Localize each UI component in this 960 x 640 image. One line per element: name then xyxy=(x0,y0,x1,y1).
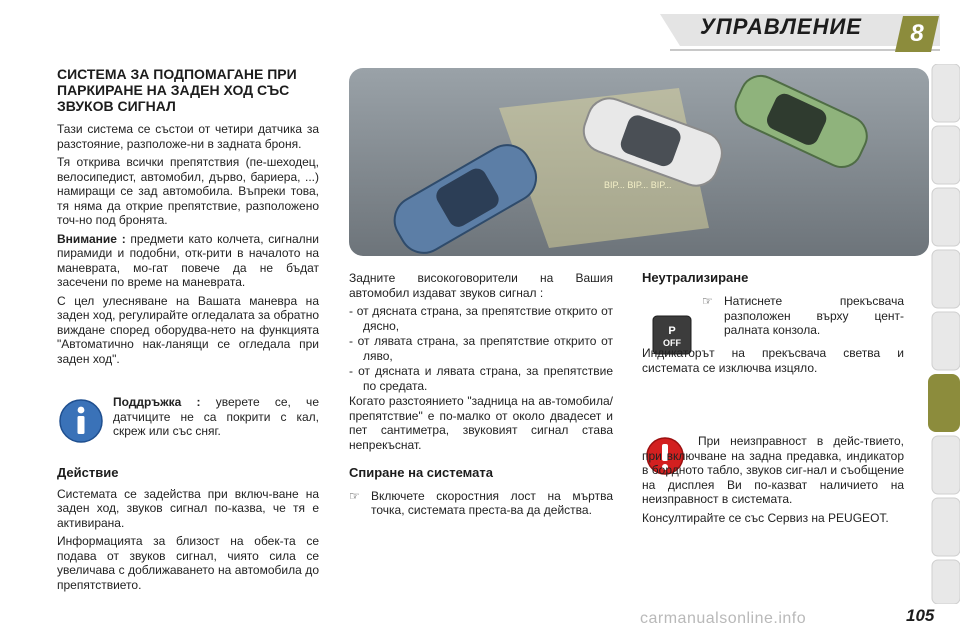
neutral-result xyxy=(642,346,904,379)
paragraph: Системата се задейства при включ-ване на заден ход, звуков сигнал по-казва, че тя е активирана. xyxy=(57,486,319,530)
hand-pointer-icon: ☞ xyxy=(349,488,360,503)
left-column xyxy=(57,66,319,370)
chapter-title: УПРАВЛЕНИЕ xyxy=(700,14,862,39)
paragraph: Тя открива всички препятствия (пе-шеходец, велосипедист, автомобил, дърво, бариера, ...) намиращи се зад автомобила. Въпреки това, тя няма да открие препятствие, разположено точ-но под бронята. xyxy=(57,155,319,227)
list-item: - от лявата страна, за препятствие открито от ляво, xyxy=(349,334,613,363)
warning-label: Внимание : xyxy=(57,231,126,246)
paragraph: С цел улесняване на Вашата маневра на заден ход, регулирайте огледалата за обратно виждане според оборудва-нето на функцията "Автоматично нак-ланящи се огледала при заден ход". xyxy=(57,293,319,366)
page-number: 105 xyxy=(906,606,935,625)
neutral-instruction xyxy=(702,294,904,342)
button-label-bottom: OFF xyxy=(663,338,681,348)
paragraph: Тази система се състои от четири датчика за разстояние, разположе-ни в задната броня. xyxy=(57,122,319,151)
chapter-side-tabs[interactable] xyxy=(928,64,960,604)
warning-paragraph xyxy=(57,232,319,290)
stop-text: Включете скоростния лост на мъртва точка, системата преста-ва да действа. xyxy=(371,488,613,517)
section-title: СИСТЕМА ЗА ПОДПОМАГАНЕ ПРИ ПАРКИРАНЕ НА ЗАДЕН ХОД СЪС ЗВУКОВ СИГНАЛ xyxy=(57,66,297,114)
paragraph: Когато разстоянието "задница на ав-томобила/препятствие" е по-малко от около двадесет и пет сантиметра, звуковият сигнал става непрекъснат. xyxy=(349,394,613,452)
parking-illustration xyxy=(349,68,929,256)
action-section xyxy=(57,466,319,596)
fault-text-content: При неизправност в дейс-твието, при включване на задна предавка, индикатор в бордното табло, звуков сиг-нал и съобщение на дисплея Ви по-казват наличието на неизправност в системата. xyxy=(642,434,904,506)
right-column xyxy=(642,271,904,296)
middle-column xyxy=(349,271,613,456)
paragraph: Индикаторът на прекъсвача светва и системата се изключва изцяло. xyxy=(642,346,904,375)
list-item: - от дясната и лявата страна, за препятствие по средата. xyxy=(349,364,613,393)
paragraph: Информацията за близост на обек-та се подава от звуков сигнал, чиято сила се увеличава с доближаването на автомобила до препятствието. xyxy=(57,534,319,592)
maintenance-note xyxy=(113,395,319,443)
fault-section xyxy=(642,434,904,529)
info-icon xyxy=(58,398,104,444)
paragraph: Задните високоговорители на Вашия автомобил издават звуков сигнал : xyxy=(349,271,613,300)
action-heading: Действие xyxy=(57,465,119,480)
fault-text xyxy=(642,434,904,507)
chapter-number: 8 xyxy=(910,20,924,47)
stop-section xyxy=(349,466,613,522)
watermark: carmanualsonline.info xyxy=(640,610,807,627)
warning-text: предмети като колчета, сигнални пирамиди и подобни, отк-рити в началото на маневрата, мо-гат повече да не бъдат засечени по време на маневрата. xyxy=(57,231,319,289)
paragraph: Консултирайте се със Сервиз на PEUGEOT. xyxy=(642,510,889,525)
neutral-text: Натиснете прекъсвача разположен върху цент-ралната конзола. xyxy=(724,294,904,337)
list-item: - от дясната страна, за препятствие открито от дясно, xyxy=(349,304,613,333)
maintenance-label: Поддръжка : xyxy=(113,395,201,409)
button-label-top: P xyxy=(668,325,676,337)
beep-label: BIP... BIP... BIP... xyxy=(604,180,672,190)
neutral-heading: Неутрализиране xyxy=(642,270,749,285)
hand-pointer-icon: ☞ xyxy=(702,294,713,308)
speaker-list xyxy=(349,304,613,393)
maintenance-text: уверете се, че датчиците не са покрити с кал, скреж или със сняг. xyxy=(113,395,319,438)
stop-heading: Спиране на системата xyxy=(349,465,493,480)
